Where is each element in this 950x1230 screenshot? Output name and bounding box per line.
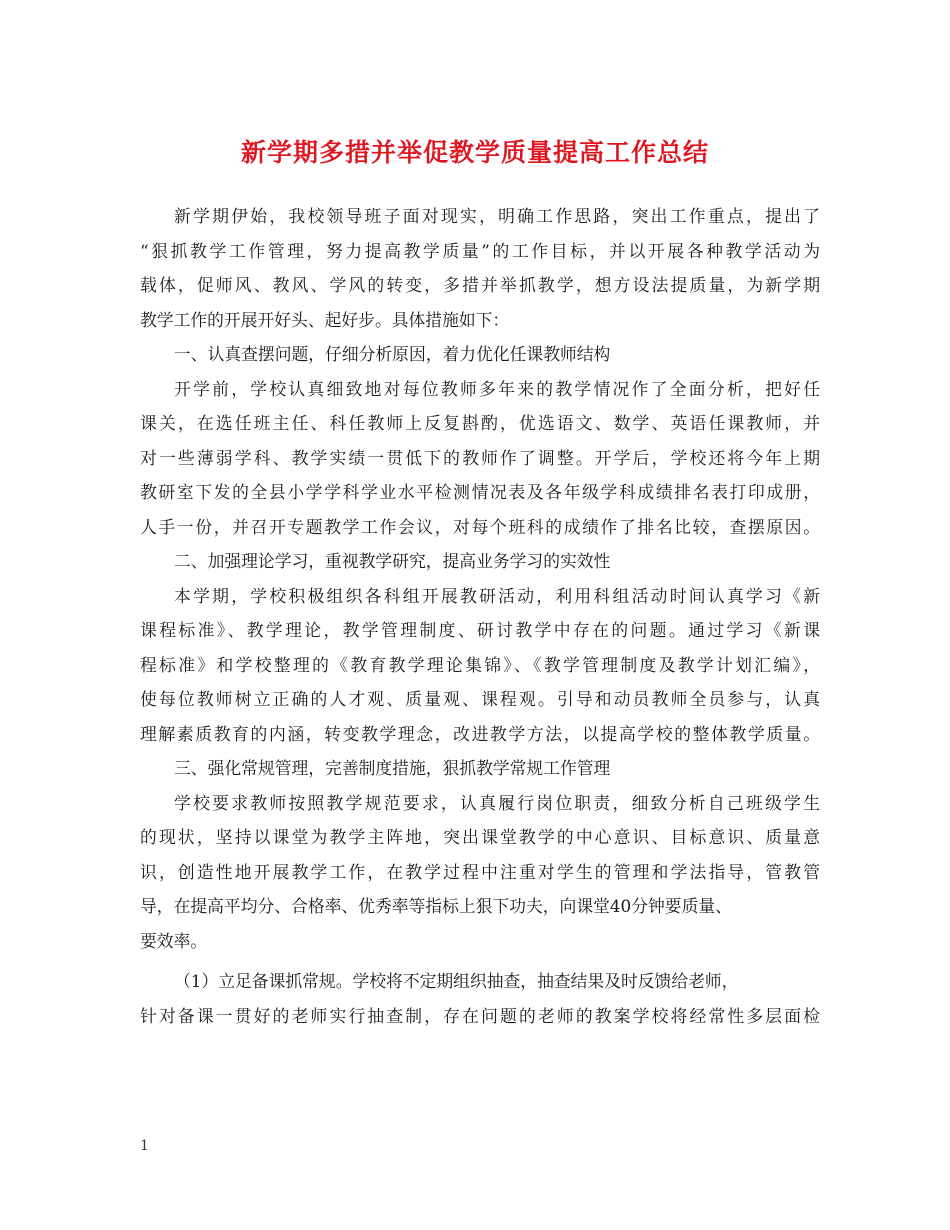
text-line: 本学期，学校积极组织各科组开展教研活动，利用科组活动时间认真学习《新	[174, 585, 820, 606]
text-line: （1）立足备课抓常规。学校将不定期组织抽查，抽查结果及时反馈给老师，	[174, 971, 739, 991]
text-line: “狠抓教学工作管理，努力提高教学质量”的工作目标，并以开展各种教学活动为	[140, 240, 820, 261]
text-line: 对一些薄弱学科、教学实绩一贯低下的教师作了调整。开学后，学校还将今年上期	[140, 447, 820, 468]
text-line: 理解素质教育的内涵，转变教学理念，改进教学方法，以提高学校的整体教学质量。	[140, 723, 820, 744]
text-line: 学校要求教师按照教学规范要求，认真履行岗位职责，细致分析自己班级学生	[174, 792, 820, 813]
section-heading: 一、认真查摆问题，仔细分析原因，着力优化任课教师结构	[174, 344, 611, 364]
text-line: 载体，促师风、教风、学风的转变，多措并举抓教学，想方设法提质量，为新学期	[140, 275, 820, 295]
document-body	[140, 199, 820, 1033]
text-line: 的现状，坚持以课堂为教学主阵地，突出课堂教学的中心意识、目标意识、质量意	[140, 827, 820, 847]
text-line: 教学工作的开展开好头、起好步。具体措施如下：	[140, 309, 510, 330]
text-line: 教研室下发的全县小学学科学业水平检测情况表及各年级学科成绩排名表打印成册，	[140, 482, 820, 502]
text-line: 导，在提高平均分、合格率、优秀率等指标上狠下功夫，向课堂40分钟要质量、	[140, 896, 732, 916]
text-line: 课程标准》、教学理论，教学管理制度、研讨教学中存在的问题。通过学习《新课	[140, 620, 820, 640]
text-line: 人手一份，并召开专题教学工作会议，对每个班科的成绩作了排名比较，查摆原因。	[140, 516, 820, 537]
section-heading: 三、强化常规管理，完善制度措施，狠抓教学常规工作管理	[174, 758, 611, 778]
section-heading: 二、加强理论学习，重视教学研究，提高业务学习的实效性	[174, 551, 611, 571]
text-line: 针对备课一贯好的老师实行抽查制，存在问题的老师的教案学校将经常性多层面检	[140, 1005, 820, 1026]
text-line: 识，创造性地开展教学工作，在教学过程中注重对学生的管理和学法指导，管教管	[140, 861, 820, 882]
text-line: 程标准》和学校整理的《教育教学理论集锦》、《教学管理制度及教学计划汇编》，	[140, 654, 820, 675]
document-title: 新学期多措并举促教学质量提高工作总结	[240, 138, 709, 167]
page-number: 1	[140, 1138, 149, 1154]
text-line: 新学期伊始，我校领导班子面对现实，明确工作思路，突出工作重点，提出了	[174, 206, 820, 226]
text-line: 使每位教师树立正确的人才观、质量观、课程观。引导和动员教师全员参与，认真	[140, 689, 820, 709]
text-line: 开学前，学校认真细致地对每位教师多年来的教学情况作了全面分析，把好任	[174, 378, 820, 399]
text-line: 要效率。	[140, 930, 208, 951]
text-line: 课关，在选任班主任、科任教师上反复斟酌，优选语文、数学、英语任课教师，并	[140, 413, 820, 433]
